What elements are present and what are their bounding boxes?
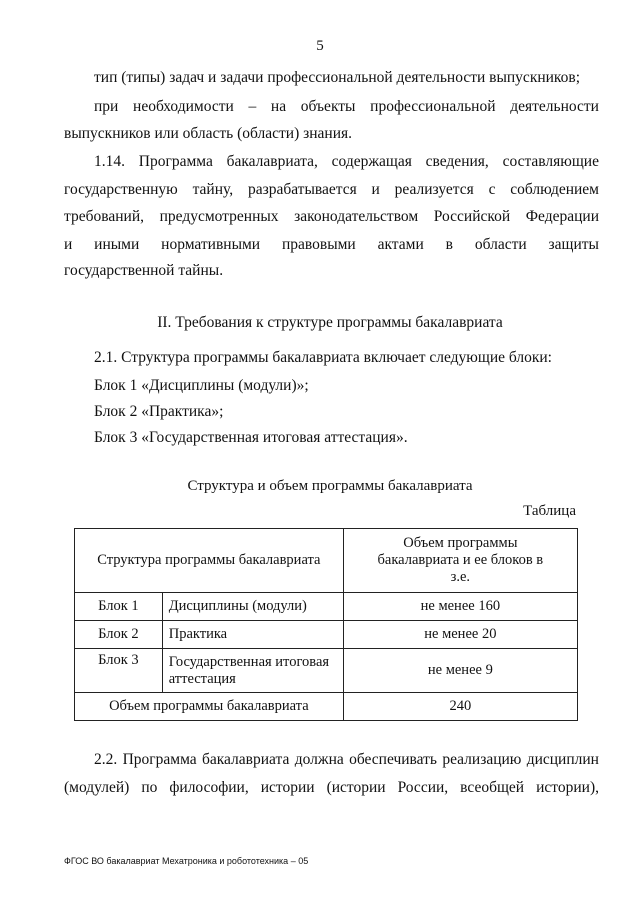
word: профессиональной — [370, 98, 496, 115]
paragraph-line — [94, 97, 599, 117]
word: правовыми — [281, 236, 356, 253]
table-caption: Структура и объем программы бакалавриата — [187, 478, 473, 494]
word: (истории — [326, 779, 386, 796]
word: в — [445, 236, 453, 253]
word: сведения, — [425, 153, 489, 170]
paragraph-line: государственной тайны. — [64, 262, 224, 279]
cell-name: Государственная итоговая аттестация — [162, 649, 343, 693]
word: тайну, — [192, 181, 234, 198]
list-item: Блок 1 «Дисциплины (модули)»; — [94, 377, 309, 394]
word: 1.14. — [94, 153, 125, 170]
word: философии, — [169, 779, 249, 796]
word: государственную — [64, 181, 178, 198]
word: деятельности — [510, 98, 599, 115]
word: обеспечивать — [349, 751, 437, 768]
list-item: Блок 2 «Практика»; — [94, 403, 224, 420]
paragraph-line — [64, 778, 599, 798]
word: на — [270, 98, 287, 115]
word: требований, — [64, 208, 144, 225]
word: истории — [260, 779, 315, 796]
structure-table — [74, 528, 578, 721]
cell-block: Блок 1 — [75, 593, 163, 621]
header-structure: Структура программы бакалавриата — [75, 529, 344, 593]
list-item: Блок 3 «Государственная итоговая аттестация». — [94, 429, 408, 446]
word: всеобщей — [460, 779, 525, 796]
paragraph-line — [64, 207, 599, 227]
paragraph-line — [94, 750, 599, 770]
word: области — [474, 236, 527, 253]
table-row — [75, 593, 578, 621]
word: Программа — [138, 153, 213, 170]
word: объекты — [300, 98, 356, 115]
word: законодательством — [294, 208, 419, 225]
word: предусмотренных — [159, 208, 279, 225]
section-heading: II. Требования к структуре программы бакалавриата — [157, 314, 503, 331]
word: по — [141, 779, 158, 796]
word: Программа — [122, 751, 197, 768]
word: реализацию — [442, 751, 522, 768]
paragraph-line: 2.1. Структура программы бакалавриата включает следующие блоки: — [94, 349, 552, 366]
word: Федерации — [525, 208, 599, 225]
word: 2.2. — [94, 751, 118, 768]
page-footer: ФГОС ВО бакалавриат Мехатроника и робототехника – 05 — [64, 856, 309, 866]
cell-name: Практика — [162, 621, 343, 649]
word: России, — [397, 779, 449, 796]
word: бакалавриата — [201, 751, 290, 768]
word: истории), — [536, 779, 599, 796]
word: и — [371, 181, 380, 198]
word: защиты — [548, 236, 599, 253]
word: при — [94, 98, 119, 115]
word: реализуется — [394, 181, 474, 198]
paragraph-line: выпускников или область (области) знания. — [64, 125, 353, 142]
word: Российской — [433, 208, 511, 225]
word: нормативными — [161, 236, 261, 253]
word: должна — [294, 751, 344, 768]
cell-name: Дисциплины (модули) — [162, 593, 343, 621]
word: дисциплин — [526, 751, 599, 768]
word: необходимости — [133, 98, 234, 115]
word: составляющие — [502, 153, 599, 170]
paragraph-line: тип (типы) задач и задачи профессиональной деятельности выпускников; — [94, 69, 581, 86]
word: актами — [377, 236, 424, 253]
table-row — [75, 649, 578, 693]
table-header-row — [75, 529, 578, 593]
word: (модулей) — [64, 779, 130, 796]
paragraph-line — [64, 235, 599, 255]
page-number: 5 — [316, 38, 324, 54]
table-total-row — [75, 693, 578, 721]
word: соблюдением — [510, 181, 599, 198]
cell-block: Блок 3 — [75, 649, 163, 693]
word: иными — [94, 236, 140, 253]
word: разрабатывается — [247, 181, 357, 198]
cell-volume: не менее 160 — [343, 593, 577, 621]
word: содержащая — [331, 153, 412, 170]
cell-block: Блок 2 — [75, 621, 163, 649]
header-volume: Объем программы бакалавриата и ее блоков в з.е. — [343, 529, 577, 593]
table-label: Таблица — [523, 503, 576, 519]
cell-total-value: 240 — [343, 693, 577, 721]
word: – — [248, 98, 257, 115]
table-row — [75, 621, 578, 649]
cell-total-label: Объем программы бакалавриата — [75, 693, 344, 721]
word: и — [64, 236, 73, 253]
paragraph-line — [94, 152, 599, 172]
word: с — [488, 181, 496, 198]
cell-volume: не менее 20 — [343, 621, 577, 649]
word: бакалавриата, — [226, 153, 318, 170]
cell-volume: не менее 9 — [343, 649, 577, 693]
paragraph-line — [64, 180, 599, 200]
